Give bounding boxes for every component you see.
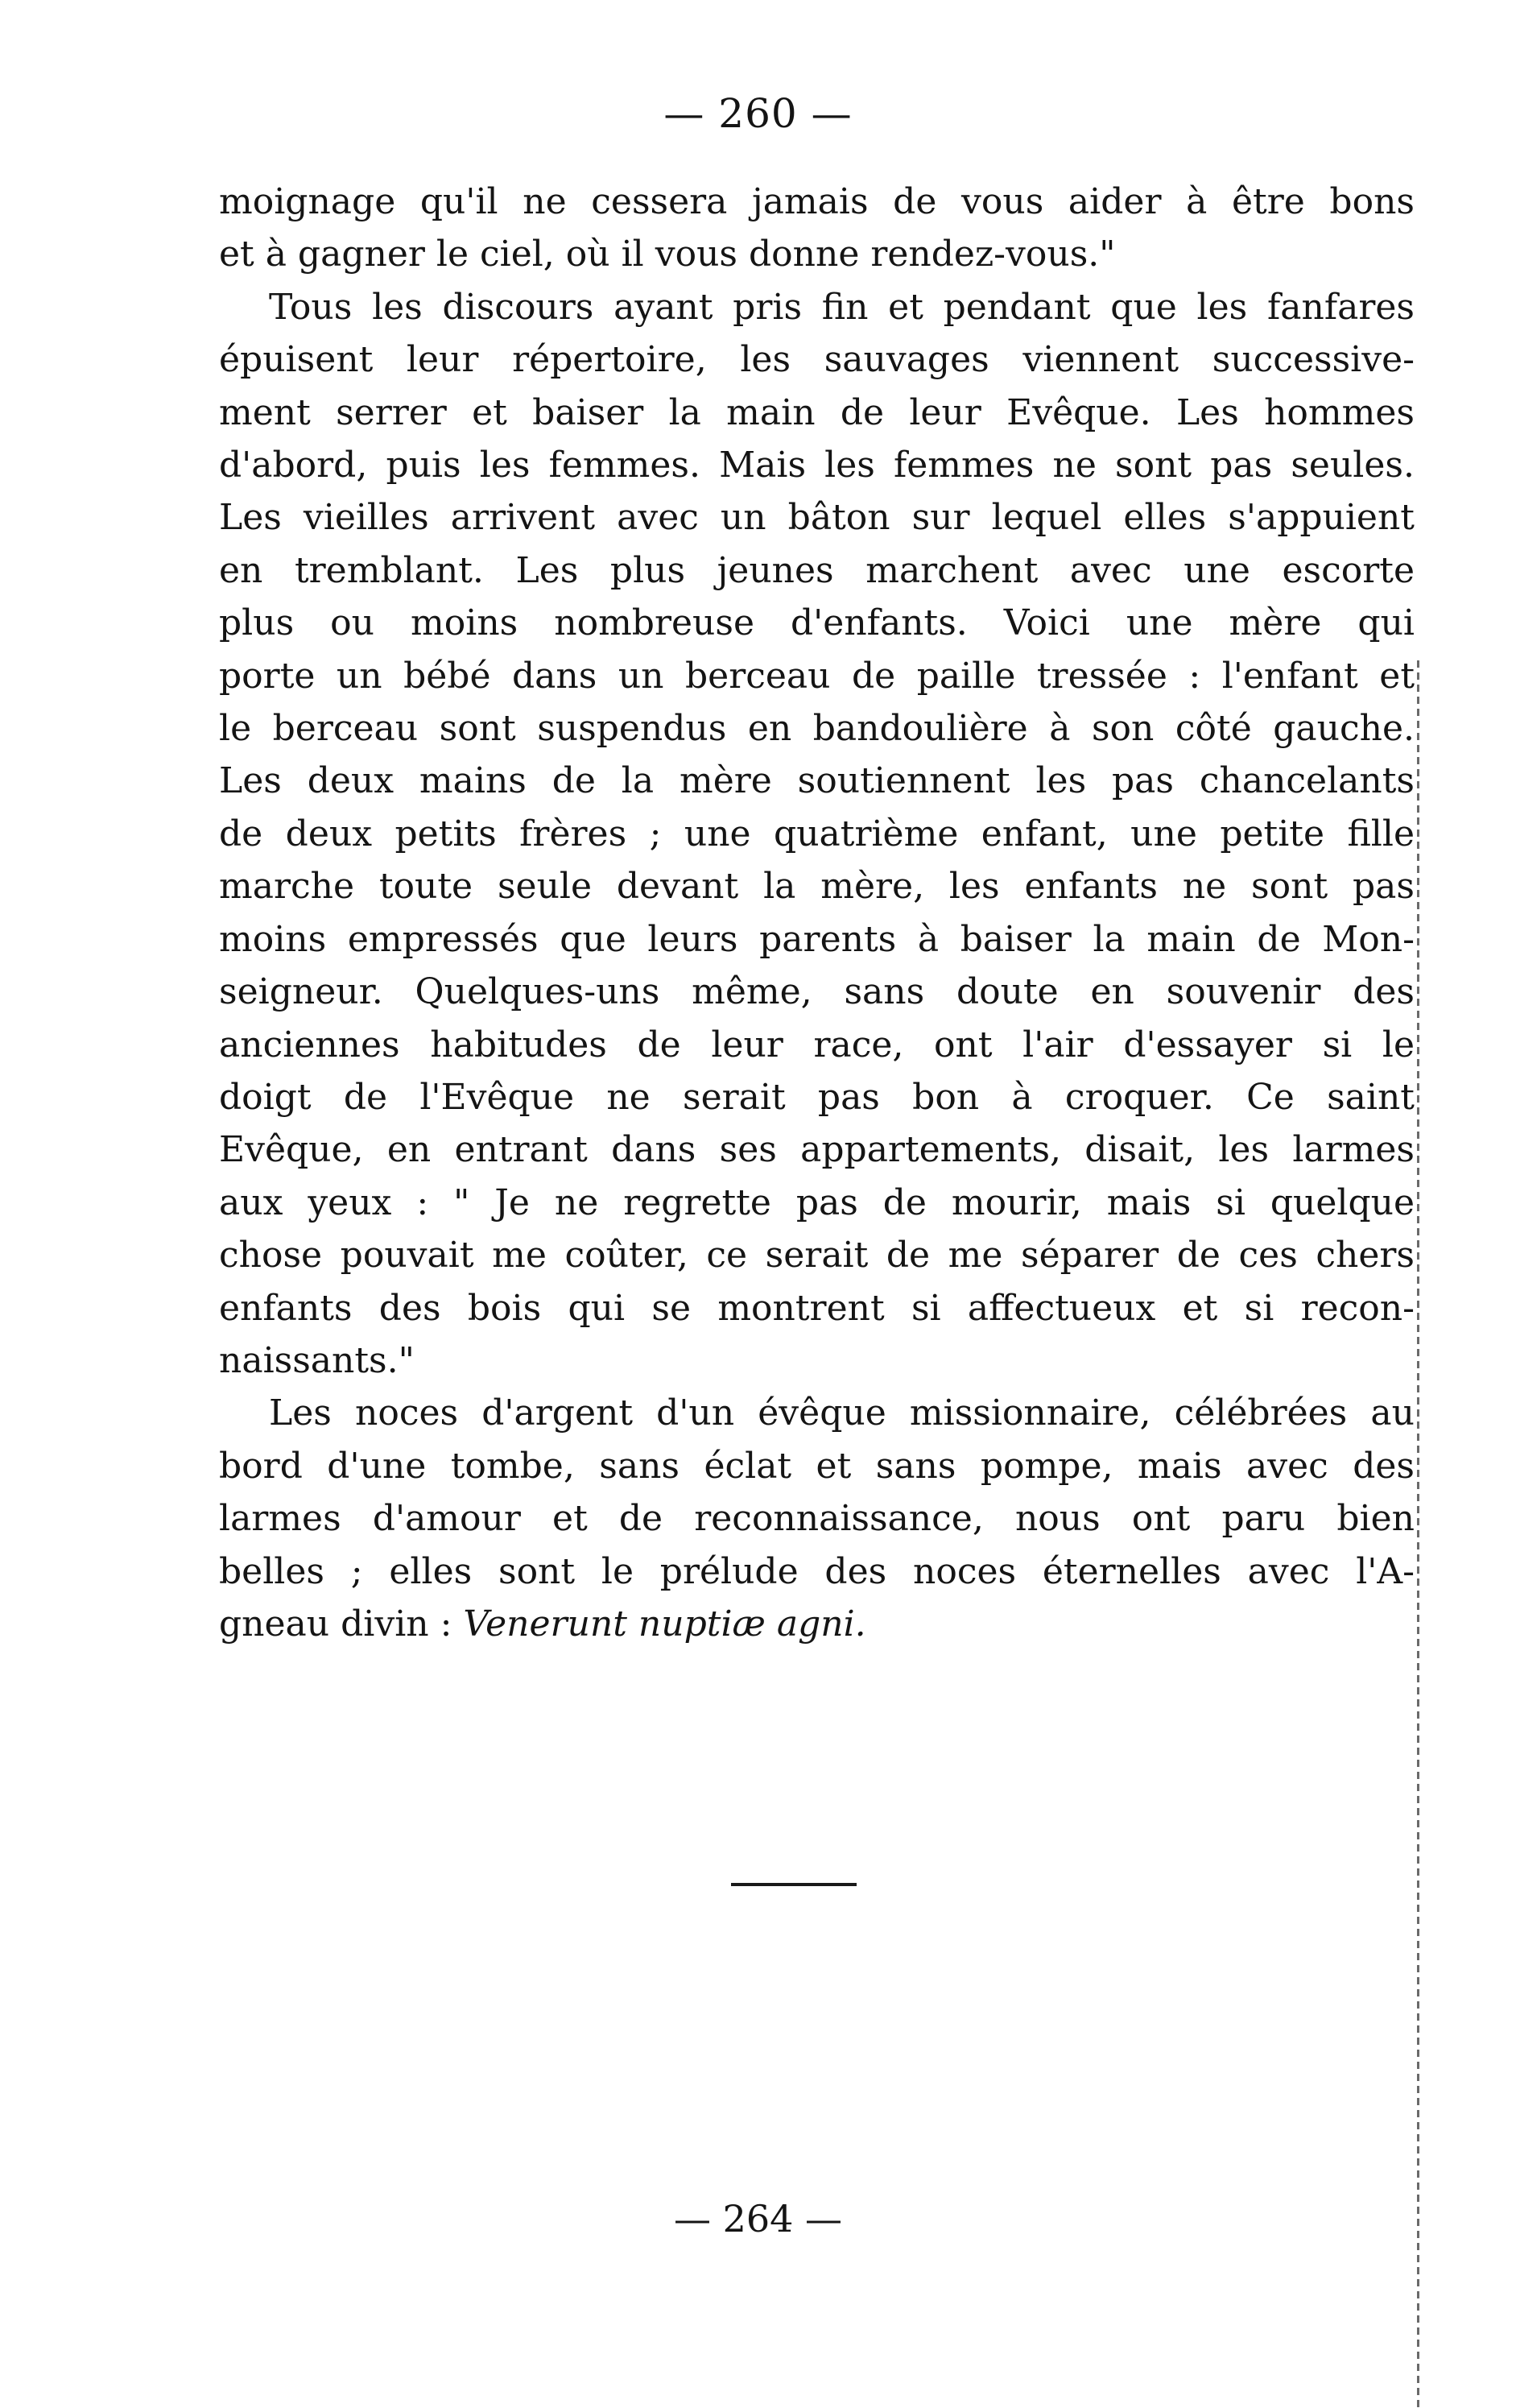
page-number-header: — 260 — — [663, 90, 853, 137]
text-line: Les vieilles arrivent avec un bâton sur lequel elles s'appuient — [219, 497, 1415, 539]
binding-edge — [1417, 660, 1419, 2408]
text-line: plus ou moins nombreuse d'enfants. Voici une mère qui — [219, 602, 1415, 644]
text-line: doigt de l'Evêque ne serait pas bon à croquer. Ce saint — [219, 1076, 1415, 1118]
text-line: moignage qu'il ne cessera jamais de vous aider à être bons — [219, 181, 1415, 222]
text-line: chose pouvait me coûter, ce serait de me séparer de ces chers — [219, 1235, 1415, 1276]
text-line: Tous les discours ayant pris fin et pendant que les fanfares — [269, 286, 1415, 328]
text-line: Les noces d'argent d'un évêque missionnaire, célébrées au — [269, 1392, 1415, 1434]
text-line-final — [219, 1598, 1415, 1650]
paragraph-1 — [219, 176, 1415, 281]
text-line: enfants des bois qui se montrent si affectueux et si recon- — [219, 1287, 1415, 1329]
text-line: d'abord, puis les femmes. Mais les femmes ne sont pas seules. — [219, 445, 1415, 486]
page-number-footer: — 264 — — [673, 2197, 843, 2240]
text-line: Evêque, en entrant dans ses appartements, disait, les larmes — [219, 1129, 1415, 1171]
text-line: anciennes habitudes de leur race, ont l'air d'essayer si le — [219, 1024, 1415, 1065]
section-divider — [731, 1883, 857, 1886]
text-line: le berceau sont suspendus en bandoulière à son côté gauche. — [219, 708, 1415, 750]
text-line: naissants." — [219, 1339, 415, 1381]
text-line: porte un bébé dans un berceau de paille tressée : l'enfant et — [219, 655, 1415, 697]
paragraph-3 — [219, 1387, 1415, 1650]
final-line-text: gneau divin : — [219, 1603, 464, 1645]
body-text — [219, 176, 1415, 1650]
text-line: en tremblant. Les plus jeunes marchent avec une escorte — [219, 549, 1415, 591]
text-line: moins empressés que leurs parents à baiser la main de Mon- — [219, 918, 1415, 960]
text-line: seigneur. Quelques-uns même, sans doute en souvenir des — [219, 971, 1415, 1013]
text-line: et à gagner le ciel, où il vous donne rendez-vous." — [219, 234, 1116, 275]
text-line: ment serrer et baiser la main de leur Evêque. Les hommes — [219, 391, 1415, 433]
paragraph-2 — [219, 281, 1415, 1388]
text-line: Les deux mains de la mère soutiennent les pas chancelants — [219, 760, 1415, 802]
text-line: larmes d'amour et de reconnaissance, nous ont paru bien — [219, 1498, 1415, 1540]
text-line: bord d'une tombe, sans éclat et sans pompe, mais avec des — [219, 1445, 1415, 1487]
text-line: aux yeux : " Je ne regrette pas de mourir, mais si quelque — [219, 1181, 1415, 1223]
text-line: de deux petits frères ; une quatrième enfant, une petite fille — [219, 813, 1415, 854]
latin-quote: Venerunt nuptiæ agni. — [463, 1603, 866, 1645]
text-line: belles ; elles sont le prélude des noces éternelles avec l'A- — [219, 1550, 1415, 1592]
text-line: épuisent leur répertoire, les sauvages viennent successive- — [219, 339, 1415, 381]
text-line: marche toute seule devant la mère, les enfants ne sont pas — [219, 866, 1415, 908]
